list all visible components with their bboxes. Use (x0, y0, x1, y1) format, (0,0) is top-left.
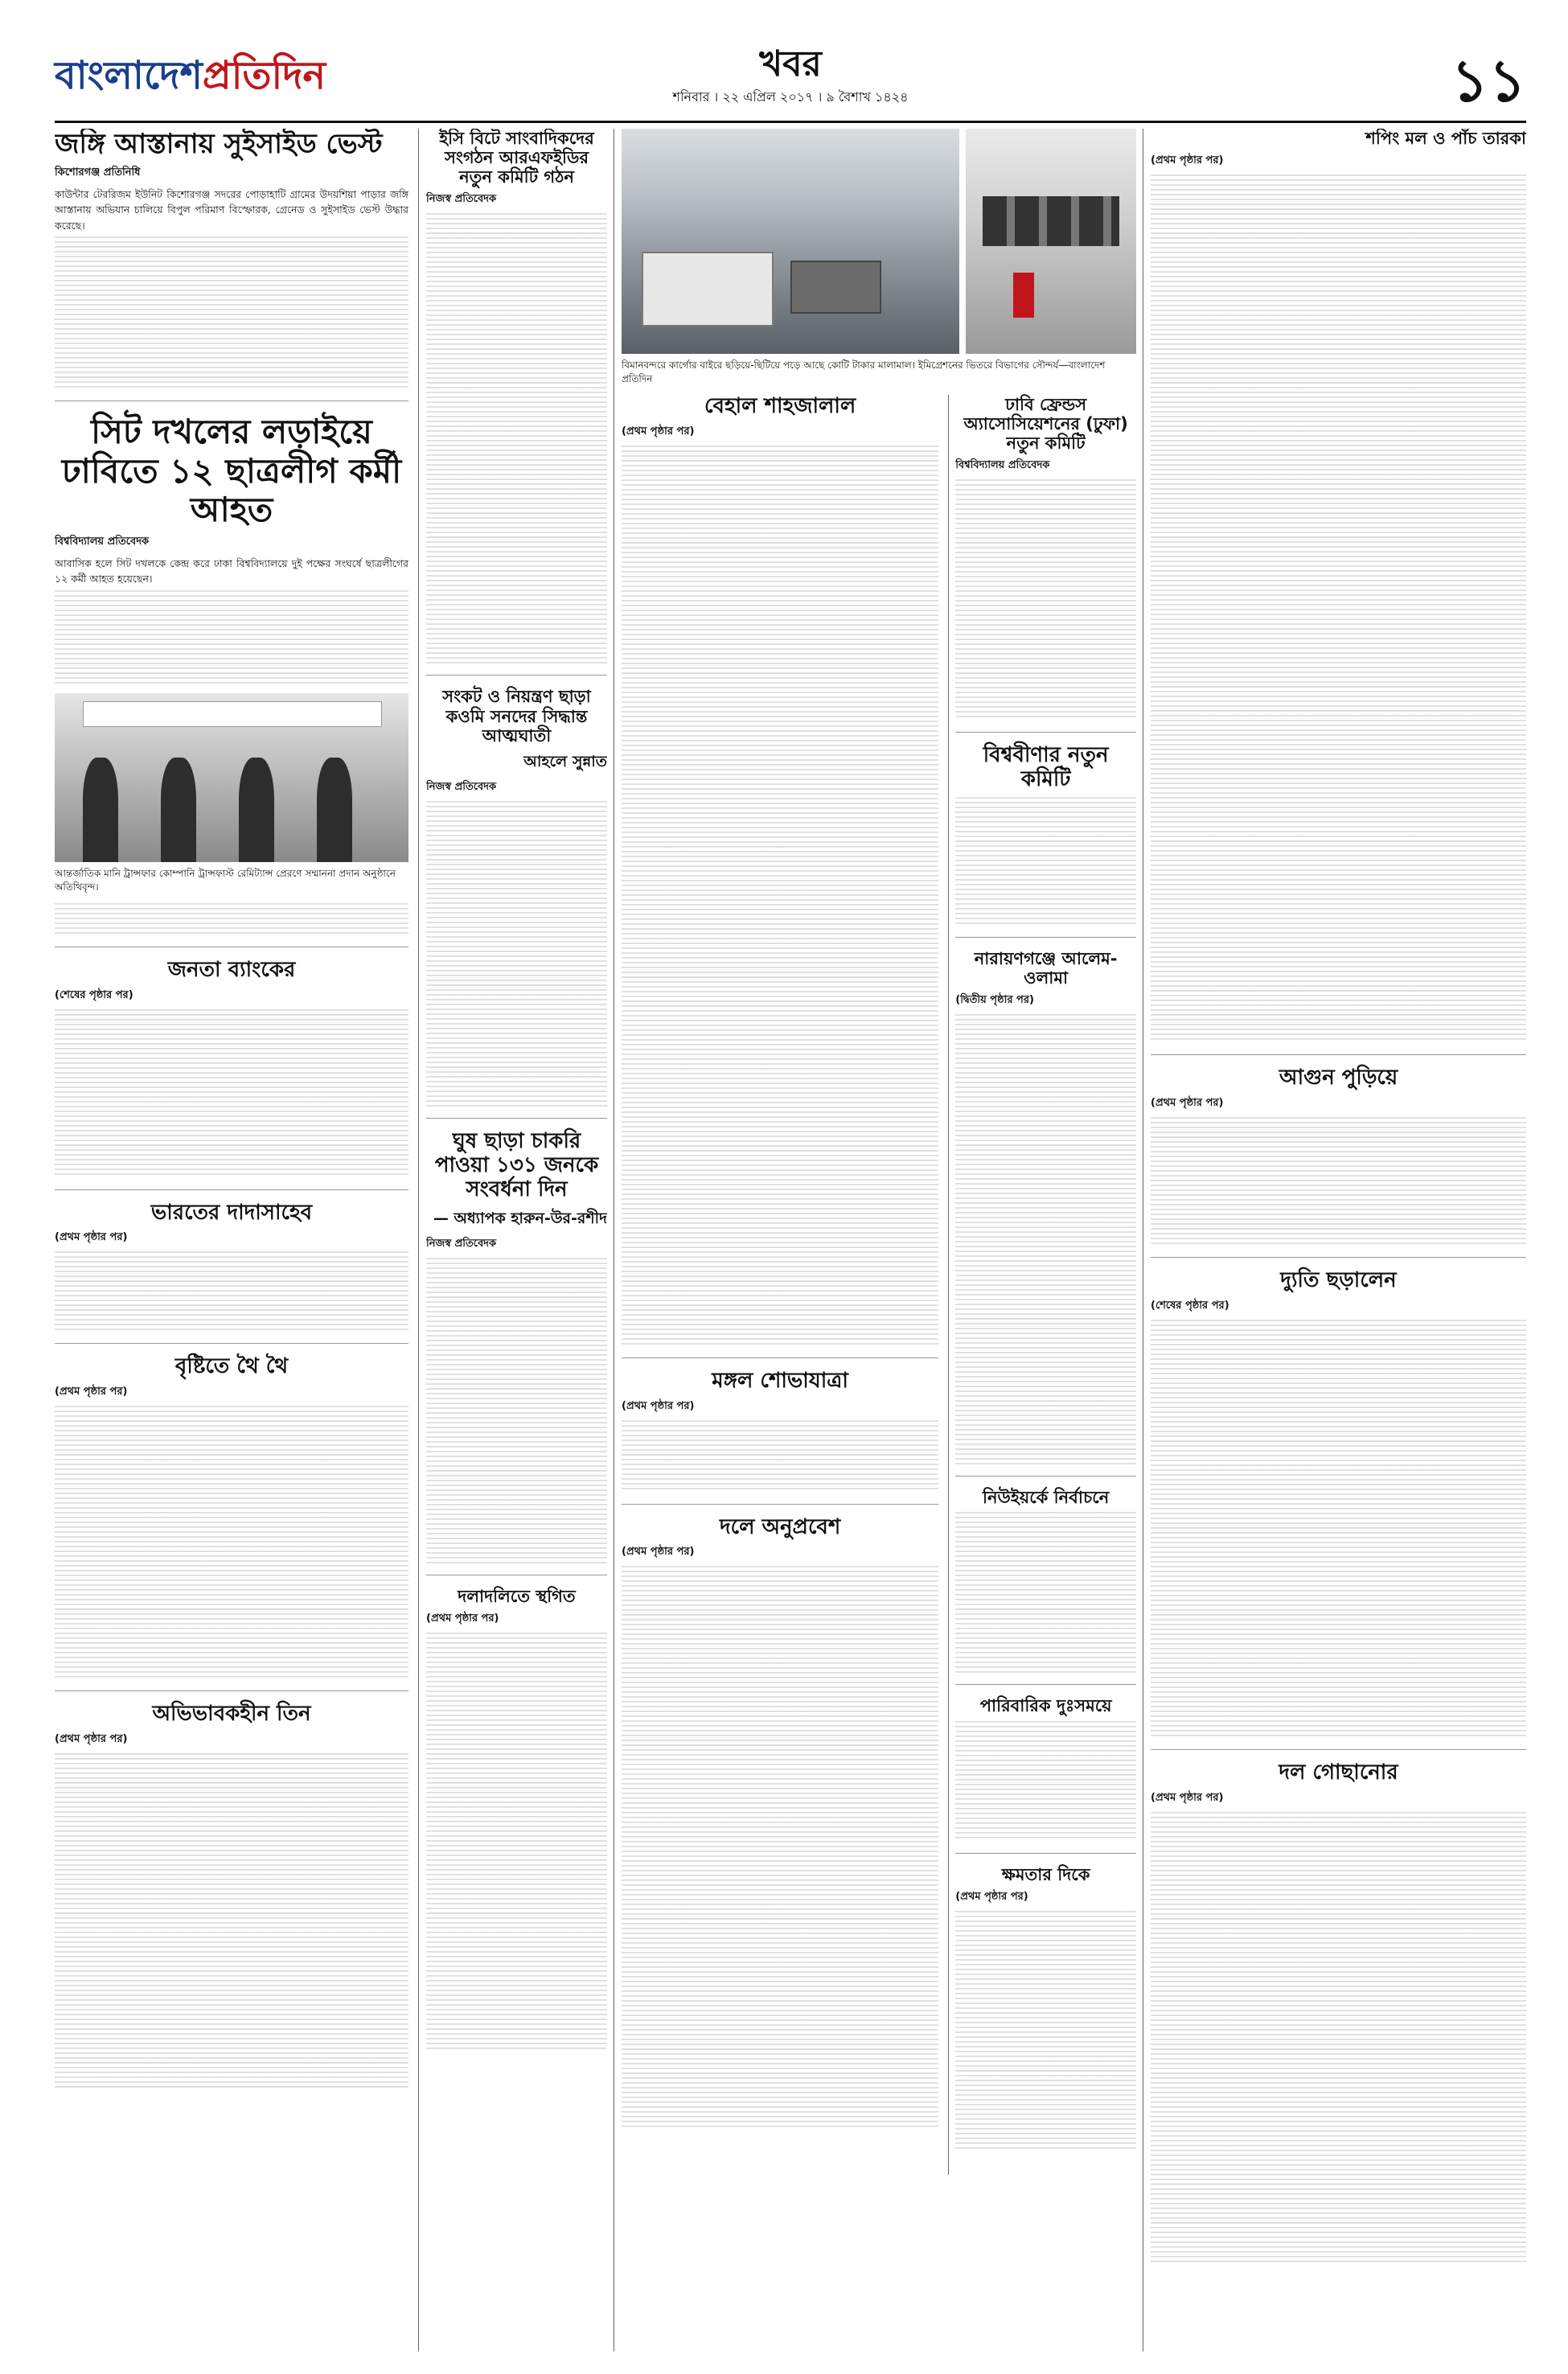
story-rfed (426, 129, 607, 676)
byline: বিশ্ববিদ্যালয় প্রতিবেদক (955, 459, 1050, 472)
kicker: (প্রথম পৃষ্ঠার পর) (55, 1231, 128, 1244)
headline: ইসি বিটে সাংবাদিকদের সংগঠন আরএফইডির নতুন কমিটি গঠন (439, 129, 594, 187)
story-bribe (426, 1130, 607, 1575)
story-narayanganj (955, 949, 1136, 1477)
center-columns (622, 395, 1136, 2175)
body-text (55, 1753, 408, 2091)
dateline: শনিবার । ২২ এপ্রিল ২০১৭ । ৯ বৈশাখ ১৪২৪ (672, 89, 909, 105)
kicker: (প্রথম পৃষ্ঠার পর) (622, 1546, 695, 1559)
story-khamota (955, 1865, 1136, 2163)
center-right (948, 395, 1136, 2175)
byline: — অধ্যাপক হারুন-উর-রশীদ (433, 1209, 607, 1227)
story-teachers (55, 1702, 408, 2102)
body-text (955, 1721, 1136, 1842)
story-fire (1151, 1066, 1526, 1258)
story-seat-clash (55, 413, 408, 947)
byline: নিজস্ব প্রতিবেদক (426, 193, 497, 206)
story-lead: আবাসিক হলে সিট দখলকে কেন্দ্র করে ঢাকা বিশ্ববিদ্যালয়ে দুই পক্ষের সংঘর্ষে ছাত্রলীগের ১২ কর্মী আহত হয়েছেন। (55, 557, 408, 585)
reporter: নিজস্ব প্রতিবেদক (426, 1237, 497, 1250)
byline: বিশ্ববিদ্যালয় প্রতিবেদক (55, 536, 150, 548)
headline: বিশ্ববীণার নতুন কমিটি (983, 743, 1109, 792)
page-number: ১১ (1451, 47, 1526, 114)
kicker: (শেষের পৃষ্ঠার পর) (55, 988, 133, 1001)
headline: ঘুষ ছাড়া চাকরি পাওয়া ১৩১ জনকে সংবর্ধনা দিন (434, 1128, 599, 1201)
brand-part1: বাংলাদেশ (55, 53, 203, 98)
headline: অভিভাবকহীন তিন (152, 1702, 311, 1727)
ceremony-photo (55, 693, 408, 862)
story-qawmi (426, 687, 607, 1118)
column-2 (426, 129, 607, 2351)
body-text (55, 1406, 408, 1679)
column-rule (418, 129, 419, 2351)
kicker: (প্রথম পৃষ্ঠার পর) (55, 1733, 128, 1746)
body-text (622, 1420, 938, 1493)
headline: ঢাবি ফ্রেন্ডস অ্যাসোসিয়েশনের (ঢুফা) নতুন কমিটি (963, 394, 1128, 454)
byline: আহলে সুন্নাত (523, 752, 607, 770)
body-text (1151, 1812, 1526, 2262)
headline: পারিবারিক দুঃসময়ে (979, 1696, 1112, 1716)
body-text (1151, 175, 1526, 1043)
body-text (55, 1251, 408, 1332)
kicker: (প্রথম পৃষ্ঠার পর) (622, 425, 695, 437)
headline: দলে অনুপ্রবেশ (719, 1514, 841, 1539)
headline: জঙ্গি আস্তানায় সুইসাইড ভেস্ট (55, 129, 383, 160)
headline: সিট দখলের লড়াইয়ে ঢাবিতে ১২ ছাত্রলীগ কর্মী আহত (61, 412, 402, 529)
story-shopping-mall (1151, 129, 1526, 1055)
headline: ভারতের দাদাসাহেব (150, 1200, 313, 1225)
headline: নারায়ণগঞ্জে আলেম-ওলামা (974, 948, 1118, 988)
body-text (1151, 1320, 1526, 1738)
body-text (55, 236, 408, 389)
body-text (426, 801, 607, 1107)
body-text (955, 797, 1136, 926)
brand-part2: প্রতিদিন (202, 53, 326, 98)
story-bishwabina (955, 744, 1136, 938)
headline: সংকট ও নিয়ন্ত্রণ ছাড়া কওমি সনদের সিদ্ধান্ত আত্মঘাতী (442, 687, 591, 745)
body-text (55, 590, 408, 687)
body-text (55, 903, 408, 935)
story-dalal (426, 1587, 607, 2062)
body-text (955, 1014, 1136, 1464)
story-lead: কাউন্টার টেররিজম ইউনিট কিশোরগঞ্জ সদরের পোড়াহাটি গ্রামের উদয়শিয়া পাড়ার জঙ্গি আস্তানায় অভিযান চালিয়ে বিপুল পরিমাণ বিস্ফোরক, গ্রেনেড ও সুইসাইড ভেস্ট উদ্ধার করেছে। (55, 188, 408, 232)
headline: আগুন পুড়িয়ে (1279, 1066, 1398, 1090)
story-janata (55, 959, 408, 1190)
body-text (955, 1911, 1136, 2152)
kicker: (প্রথম পৃষ্ঠার পর) (1151, 1097, 1224, 1110)
story-paribarik (955, 1696, 1136, 1853)
kicker: (প্রথম পৃষ্ঠার পর) (426, 1612, 499, 1624)
body-text (955, 1512, 1136, 1673)
story-suicide-vest (55, 129, 408, 401)
story-dufa (955, 395, 1136, 733)
column-1 (55, 129, 408, 2351)
airport-lounge-photo (966, 129, 1136, 354)
story-dol-gochano (1151, 1761, 1526, 2273)
body-text (55, 1009, 408, 1178)
photo-row (622, 129, 1136, 354)
kicker: (শেষের পৃষ্ঠার পর) (1151, 1299, 1229, 1312)
kicker: (প্রথম পৃষ্ঠার পর) (55, 1386, 128, 1399)
body-text (426, 1633, 607, 2051)
byline: কিশোরগঞ্জ প্রতিনিধি (55, 166, 141, 179)
body-text (622, 1566, 938, 2129)
story-dole (622, 1516, 938, 2141)
body-text (426, 1258, 607, 1563)
story-newyork (955, 1488, 1136, 1685)
center-left (622, 395, 938, 2175)
reporter: নিজস্ব প্রতিবেদক (426, 780, 497, 793)
body-text (955, 479, 1136, 721)
headline: দলাদলিতে স্থগিত (458, 1586, 576, 1606)
photo-caption: আন্তর্জাতিক মানি ট্রান্সফার কোম্পানি ট্রান্সফাস্ট রেমিট্যান্স প্রেরণে সম্মাননা প্রদান অনুষ্ঠানে অতিথিবৃন্দ। (55, 867, 396, 893)
headline: ক্ষমতার দিকে (1001, 1864, 1090, 1884)
column-4 (1151, 129, 1526, 2351)
kicker: (প্রথম পৃষ্ঠার পর) (622, 1399, 695, 1412)
story-shahjalal (622, 395, 938, 1358)
headline: বৃষ্টিতে থৈ থৈ (174, 1354, 289, 1379)
kicker: (প্রথম পৃষ্ঠার পর) (1151, 1791, 1224, 1804)
story-rain (55, 1355, 408, 1691)
headline: শপিং মল ও পাঁচ তারকা (1365, 129, 1526, 148)
headline: দ্যুতি ছড়ালেন (1280, 1268, 1397, 1293)
section-title: খবর (759, 43, 822, 84)
story-bharat (55, 1201, 408, 1345)
kicker: (প্রথম পৃষ্ঠার পর) (1151, 154, 1224, 167)
story-mangal (622, 1370, 938, 1505)
photo-caption: বিমানবন্দরে কার্গোর বাইরে ছড়িয়ে-ছিটিয়ে পড়ে আছে কোটি টাকার মালামাল। ইমিগ্রেশনের ভিতরে বিভাগের সৌন্দর্য—বাংলাদেশ প্রতিদিন (622, 359, 1106, 385)
masthead (55, 31, 1526, 123)
headline: দল গোছানোর (1279, 1760, 1398, 1785)
body-text (1151, 1117, 1526, 1246)
headline: বেহাল শাহজালাল (704, 393, 856, 418)
body-text (622, 446, 938, 1346)
kicker: (দ্বিতীয় পৃষ্ঠার পর) (955, 994, 1034, 1007)
kicker: (প্রথম পৃষ্ঠার পর) (955, 1890, 1028, 1903)
headline: নিউইয়র্কে নির্বাচনে (983, 1488, 1110, 1508)
headline: জনতা ব্যাংকের (167, 957, 296, 982)
story-duti (1151, 1269, 1526, 1750)
airport-cargo-photo (622, 129, 959, 354)
column-3 (622, 129, 1136, 2351)
body-text (426, 213, 607, 663)
headline: মঙ্গল শোভাযাত্রা (712, 1368, 848, 1393)
